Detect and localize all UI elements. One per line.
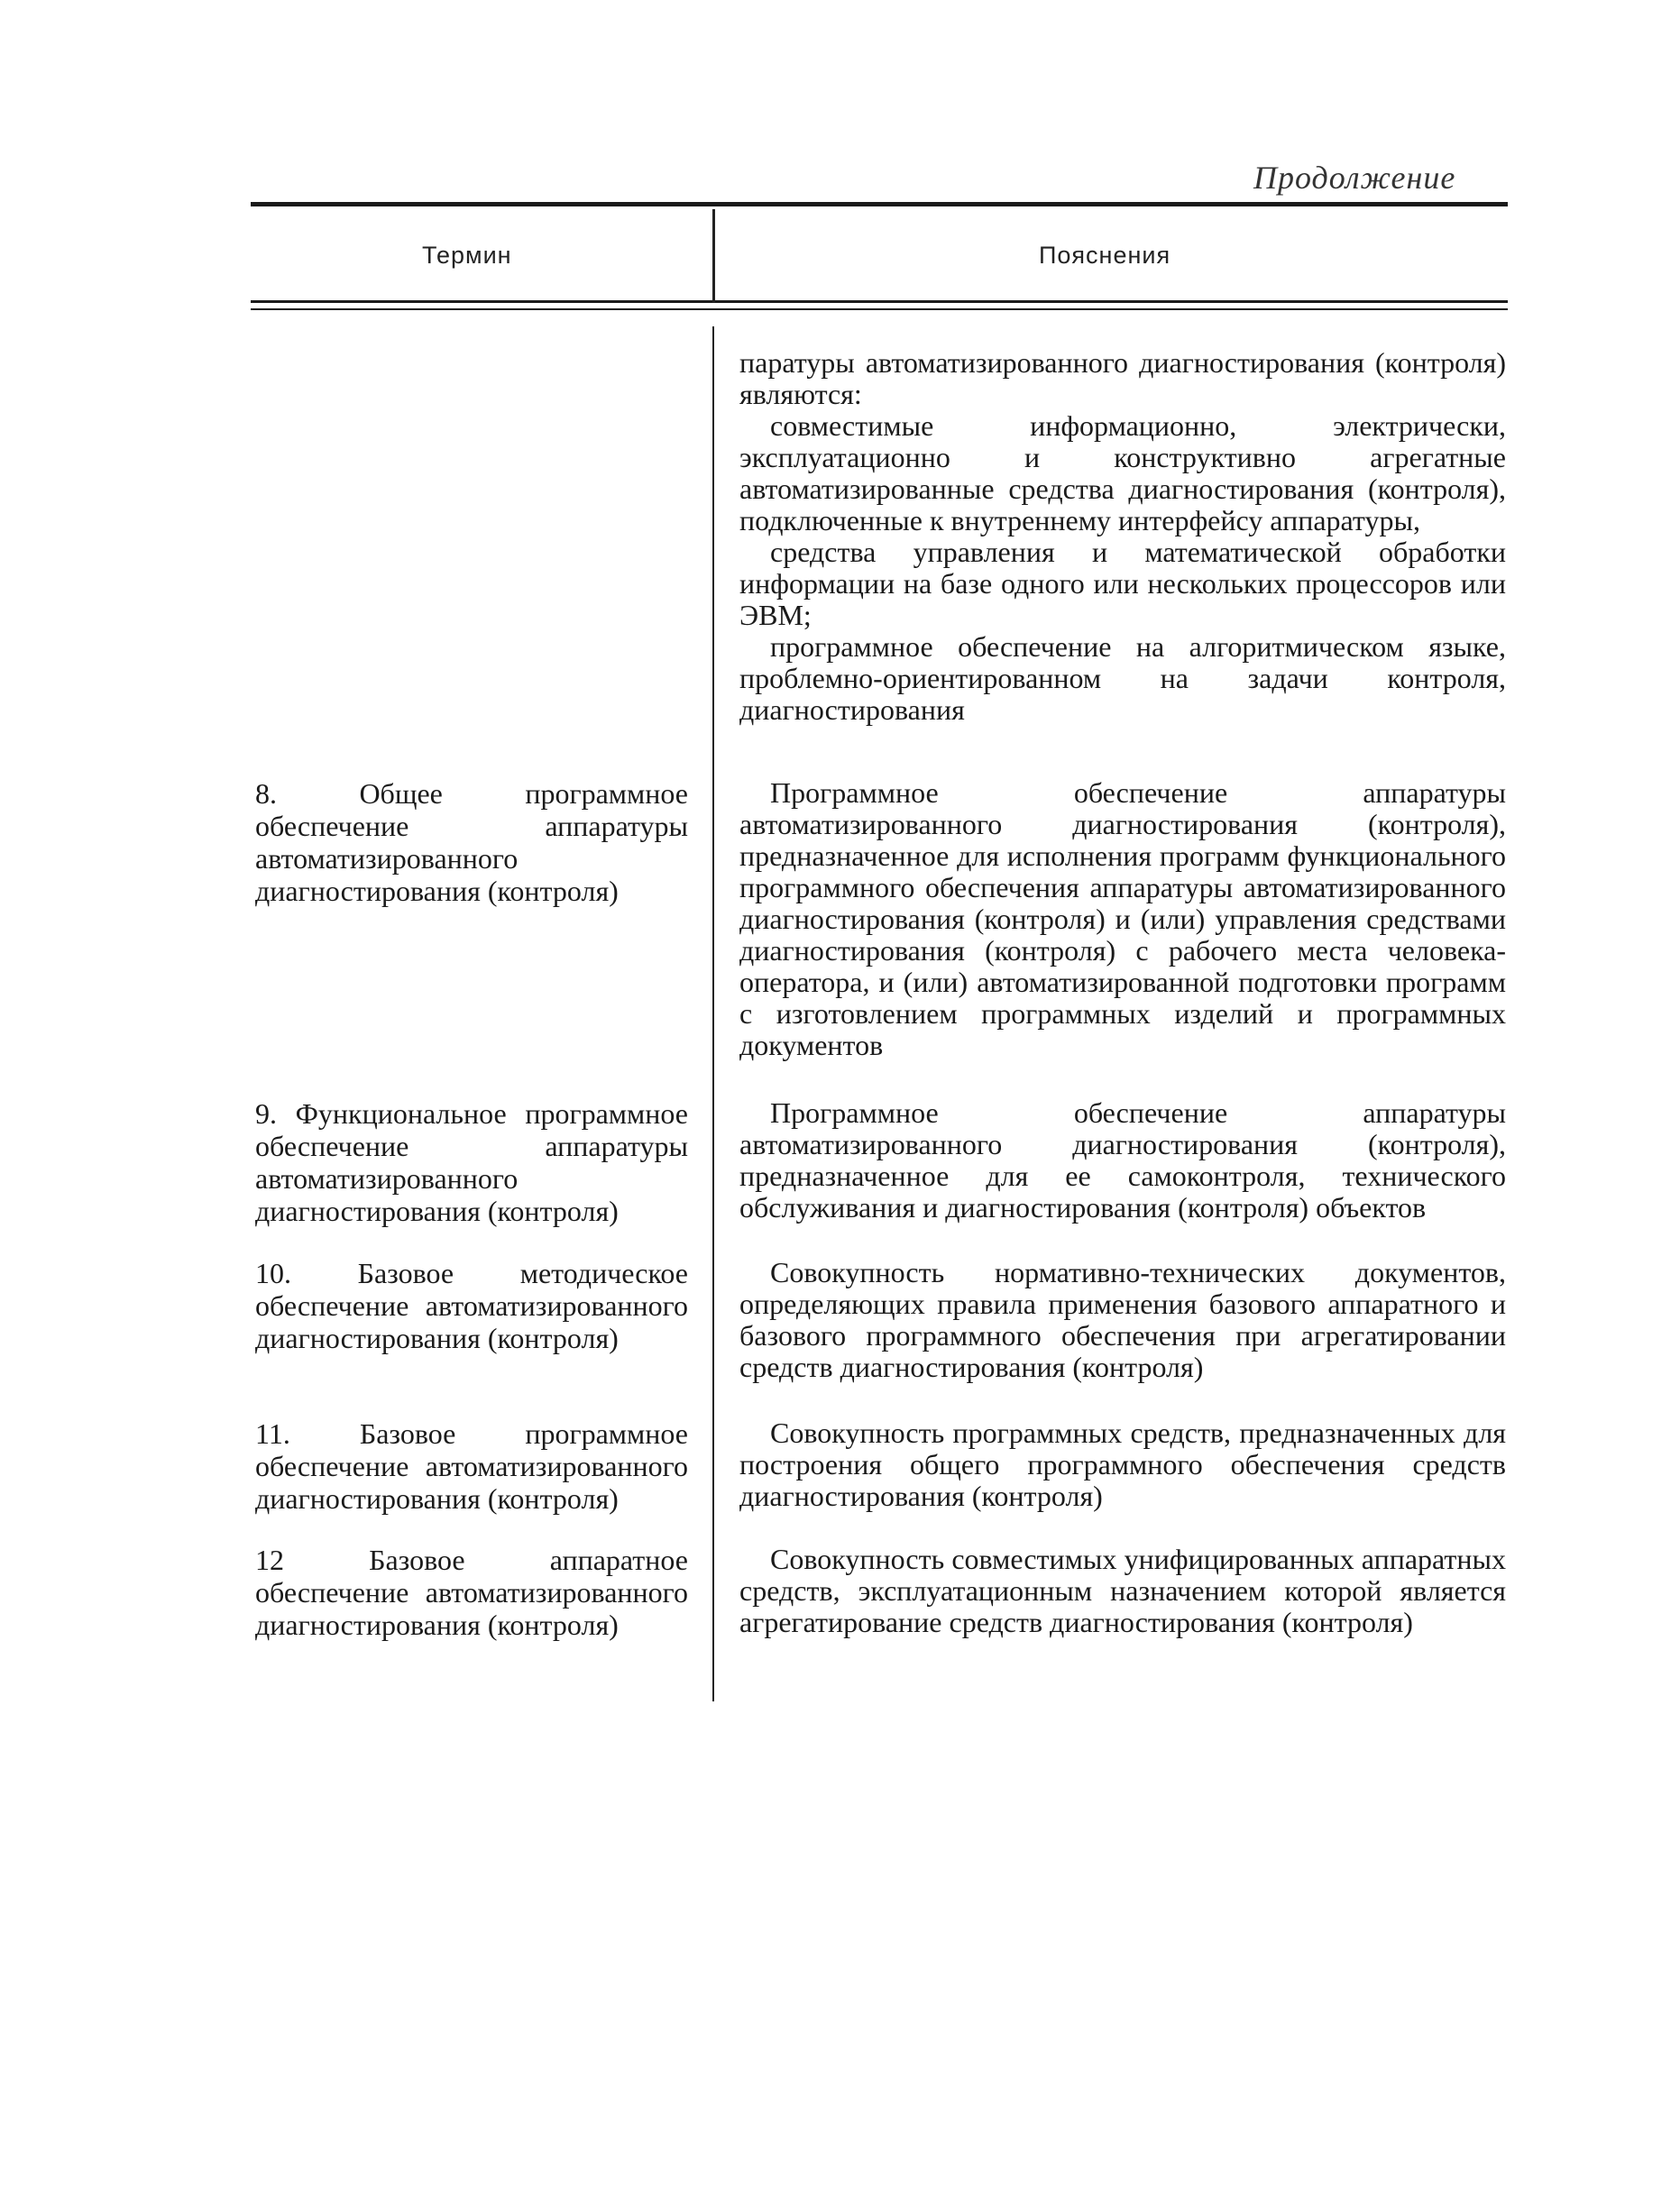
term-text: 10. Базовое методическое обеспечение автоматизированного диагностирования (контроля)	[255, 1257, 688, 1354]
intro-paragraph: совместимые информационно, электрически, эксплуатационно и конструктивно агрегатные автоматизированные средства диагностирования (контроля), подключенные к внутреннему интерфейсу аппаратуры,	[739, 409, 1506, 536]
intro-explanation	[739, 347, 1506, 726]
explanation-entry-10	[739, 1257, 1506, 1383]
explanation-text: Программное обеспечение аппаратуры автоматизированного диагностирования (контроля), предназначенное для ее самоконтроля, технического обслуживания и диагностирования (контроля) объектов	[739, 1096, 1506, 1224]
term-entry-11	[255, 1417, 688, 1515]
header-rule-upper	[251, 300, 1508, 303]
explanation-text: Совокупность совместимых унифицированных аппаратных средств, эксплуатационным назначением которой является агрегатирование средств диагностирования (контроля)	[739, 1543, 1506, 1638]
term-entry-10	[255, 1257, 688, 1354]
column-header-term: Термин	[422, 242, 512, 269]
column-header-explanation: Пояснения	[1039, 242, 1171, 269]
intro-paragraph: средства управления и математической обработки информации на базе одного или нескольких процессоров или ЭВМ;	[739, 536, 1506, 631]
term-text: 9. Функциональное программное обеспечение аппаратуры автоматизированного диагностирования (контроля)	[255, 1097, 688, 1227]
header-column-divider	[712, 209, 715, 303]
term-text: 11. Базовое программное обеспечение автоматизированного диагностирования (контроля)	[255, 1417, 688, 1515]
term-entry-8	[255, 777, 688, 907]
top-rule	[251, 202, 1508, 206]
explanation-entry-8	[739, 777, 1506, 1061]
term-entry-12	[255, 1544, 688, 1641]
explanation-entry-9	[739, 1097, 1506, 1224]
explanation-text: Совокупность нормативно-технических документов, определяющих правила применения базового аппаратного и базового программного обеспечения при агрегатировании средств диагностирования (контроля)	[739, 1256, 1506, 1383]
continuation-label: Продолжение	[1253, 160, 1456, 196]
explanation-entry-12	[739, 1544, 1506, 1638]
term-text: 12 Базовое аппаратное обеспечение автоматизированного диагностирования (контроля)	[255, 1544, 688, 1641]
term-text: 8. Общее программное обеспечение аппаратуры автоматизированного диагностирования (контроля)	[255, 777, 688, 907]
intro-paragraph: паратуры автоматизированного диагностирования (контроля) являются:	[739, 346, 1506, 410]
body-column-divider	[712, 326, 714, 1701]
explanation-text: Совокупность программных средств, предназначенных для построения общего программного обеспечения средств диагностирования (контроля)	[739, 1416, 1506, 1512]
explanation-entry-11	[739, 1417, 1506, 1512]
explanation-text: Программное обеспечение аппаратуры автоматизированного диагностирования (контроля), предназначенное для исполнения программ функционального программного обеспечения аппаратуры автоматизированного диагностирования (контроля) и (или) управления средствами диагностирования (контроля) с рабочего места человека-оператора, и (или) автоматизированной подготовки программ с изготовлением программных изделий и программных документов	[739, 776, 1506, 1061]
intro-paragraph: программное обеспечение на алгоритмическом языке, проблемно-ориентированном на задачи контроля, диагностирования	[739, 630, 1506, 726]
term-entry-9	[255, 1097, 688, 1227]
header-rule-lower	[251, 308, 1508, 310]
